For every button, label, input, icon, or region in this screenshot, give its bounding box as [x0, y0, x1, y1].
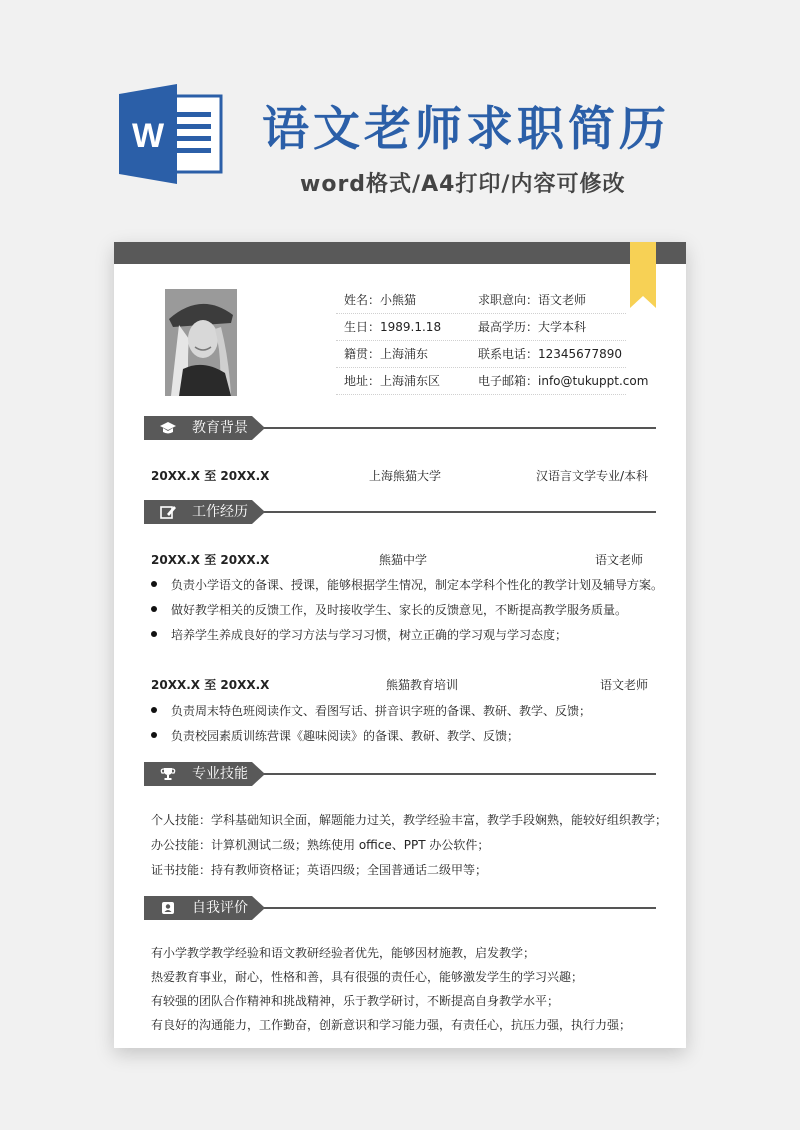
- address-field: 地址：上海浦东区: [344, 374, 441, 388]
- hometown-field: 籍贯：上海浦东: [344, 347, 429, 361]
- education-period: 20XX.X 至 20XX.X: [151, 469, 270, 483]
- trophy-icon: [160, 767, 176, 781]
- top-bar: [114, 242, 686, 264]
- page-title: 语文老师求职简历: [262, 102, 670, 157]
- name-field: 姓名：小熊猫: [344, 293, 417, 307]
- job-row: [151, 551, 651, 567]
- resume-paper: [114, 242, 686, 1048]
- bookmark-ribbon-icon: [630, 242, 656, 308]
- info-row: [336, 287, 626, 314]
- education-row: [151, 467, 651, 483]
- email-field: 电子邮箱：info@tukuppt.com: [478, 374, 649, 388]
- section-header-self: [144, 896, 656, 920]
- section-title: 自我评价: [192, 900, 248, 916]
- list-item: 负责校园素质训练营课《趣味阅读》的备课、教研、教学、反馈；: [151, 727, 519, 744]
- skill-line: 个人技能：学科基础知识全面，解题能力过关，教学经验丰富，教学手段娴熟，能较好组织教学；: [151, 813, 668, 827]
- education-level-field: 最高学历：大学本科: [478, 320, 587, 334]
- profile-photo: [165, 289, 237, 396]
- phone-field: 联系电话：12345677890: [478, 347, 622, 361]
- skill-line: 办公技能：计算机测试二级；熟练使用 office、PPT 办公软件；: [151, 838, 490, 852]
- list-item: 负责周末特色班阅读作文、看图写话、拼音识字班的备课、教研、教学、反馈；: [151, 702, 591, 719]
- self-line: 有良好的沟通能力，工作勤奋，创新意识和学习能力强，有责任心，抗压力强，执行力强；: [151, 1018, 632, 1032]
- svg-text:W: W: [131, 117, 165, 155]
- birthday-field: 生日：1989.1.18: [344, 320, 442, 334]
- job-role: 语文老师: [600, 678, 649, 692]
- section-header-skills: [144, 762, 656, 786]
- job-intention-field: 求职意向：语文老师: [478, 293, 587, 307]
- page-subtitle: word格式/A4打印/内容可修改: [300, 172, 626, 197]
- list-item: 培养学生养成良好的学习方法与学习习惯，树立正确的学习观与学习态度；: [151, 626, 567, 643]
- self-line: 热爱教育事业，耐心，性格和善，具有很强的责任心，能够激发学生的学习兴趣；: [151, 970, 584, 984]
- self-line: 有小学教学教学经验和语文教研经验者优先，能够因材施教，启发教学；: [151, 946, 536, 960]
- job-org: 熊猫中学: [379, 553, 428, 567]
- education-school: 上海熊猫大学: [369, 469, 442, 483]
- job-row: [151, 676, 651, 692]
- education-major: 汉语言文学专业/本科: [536, 469, 649, 483]
- job-period: 20XX.X 至 20XX.X: [151, 678, 270, 692]
- list-item: 做好教学相关的反馈工作，及时接收学生、家长的反馈意见，不断提高教学服务质量。: [151, 601, 627, 618]
- edit-icon: [160, 505, 176, 519]
- section-title: 专业技能: [192, 766, 248, 782]
- graduation-cap-icon: [160, 421, 176, 435]
- job-period: 20XX.X 至 20XX.X: [151, 553, 270, 567]
- section-title: 工作经历: [192, 504, 248, 520]
- section-title: 教育背景: [192, 420, 248, 436]
- info-row: [336, 341, 626, 368]
- profile-info: [336, 287, 649, 395]
- section-header-work: [144, 500, 656, 524]
- self-line: 有较强的团队合作精神和挑战精神，乐于教学研讨，不断提高自身教学水平；: [151, 994, 560, 1008]
- job-org: 熊猫教育培训: [386, 678, 459, 692]
- job-role: 语文老师: [595, 553, 644, 567]
- info-row: [336, 314, 626, 341]
- section-header-education: [144, 416, 656, 440]
- info-row: [336, 368, 649, 395]
- portrait-image: [165, 289, 237, 396]
- list-item: 负责小学语文的备课、授课，能够根据学生情况，制定本学科个性化的教学计划及辅导方案。: [151, 576, 663, 593]
- user-card-icon: [160, 901, 176, 915]
- word-logo-icon: [117, 84, 225, 184]
- skill-line: 证书技能：持有教师资格证；英语四级；全国普通话二级甲等；: [151, 863, 488, 877]
